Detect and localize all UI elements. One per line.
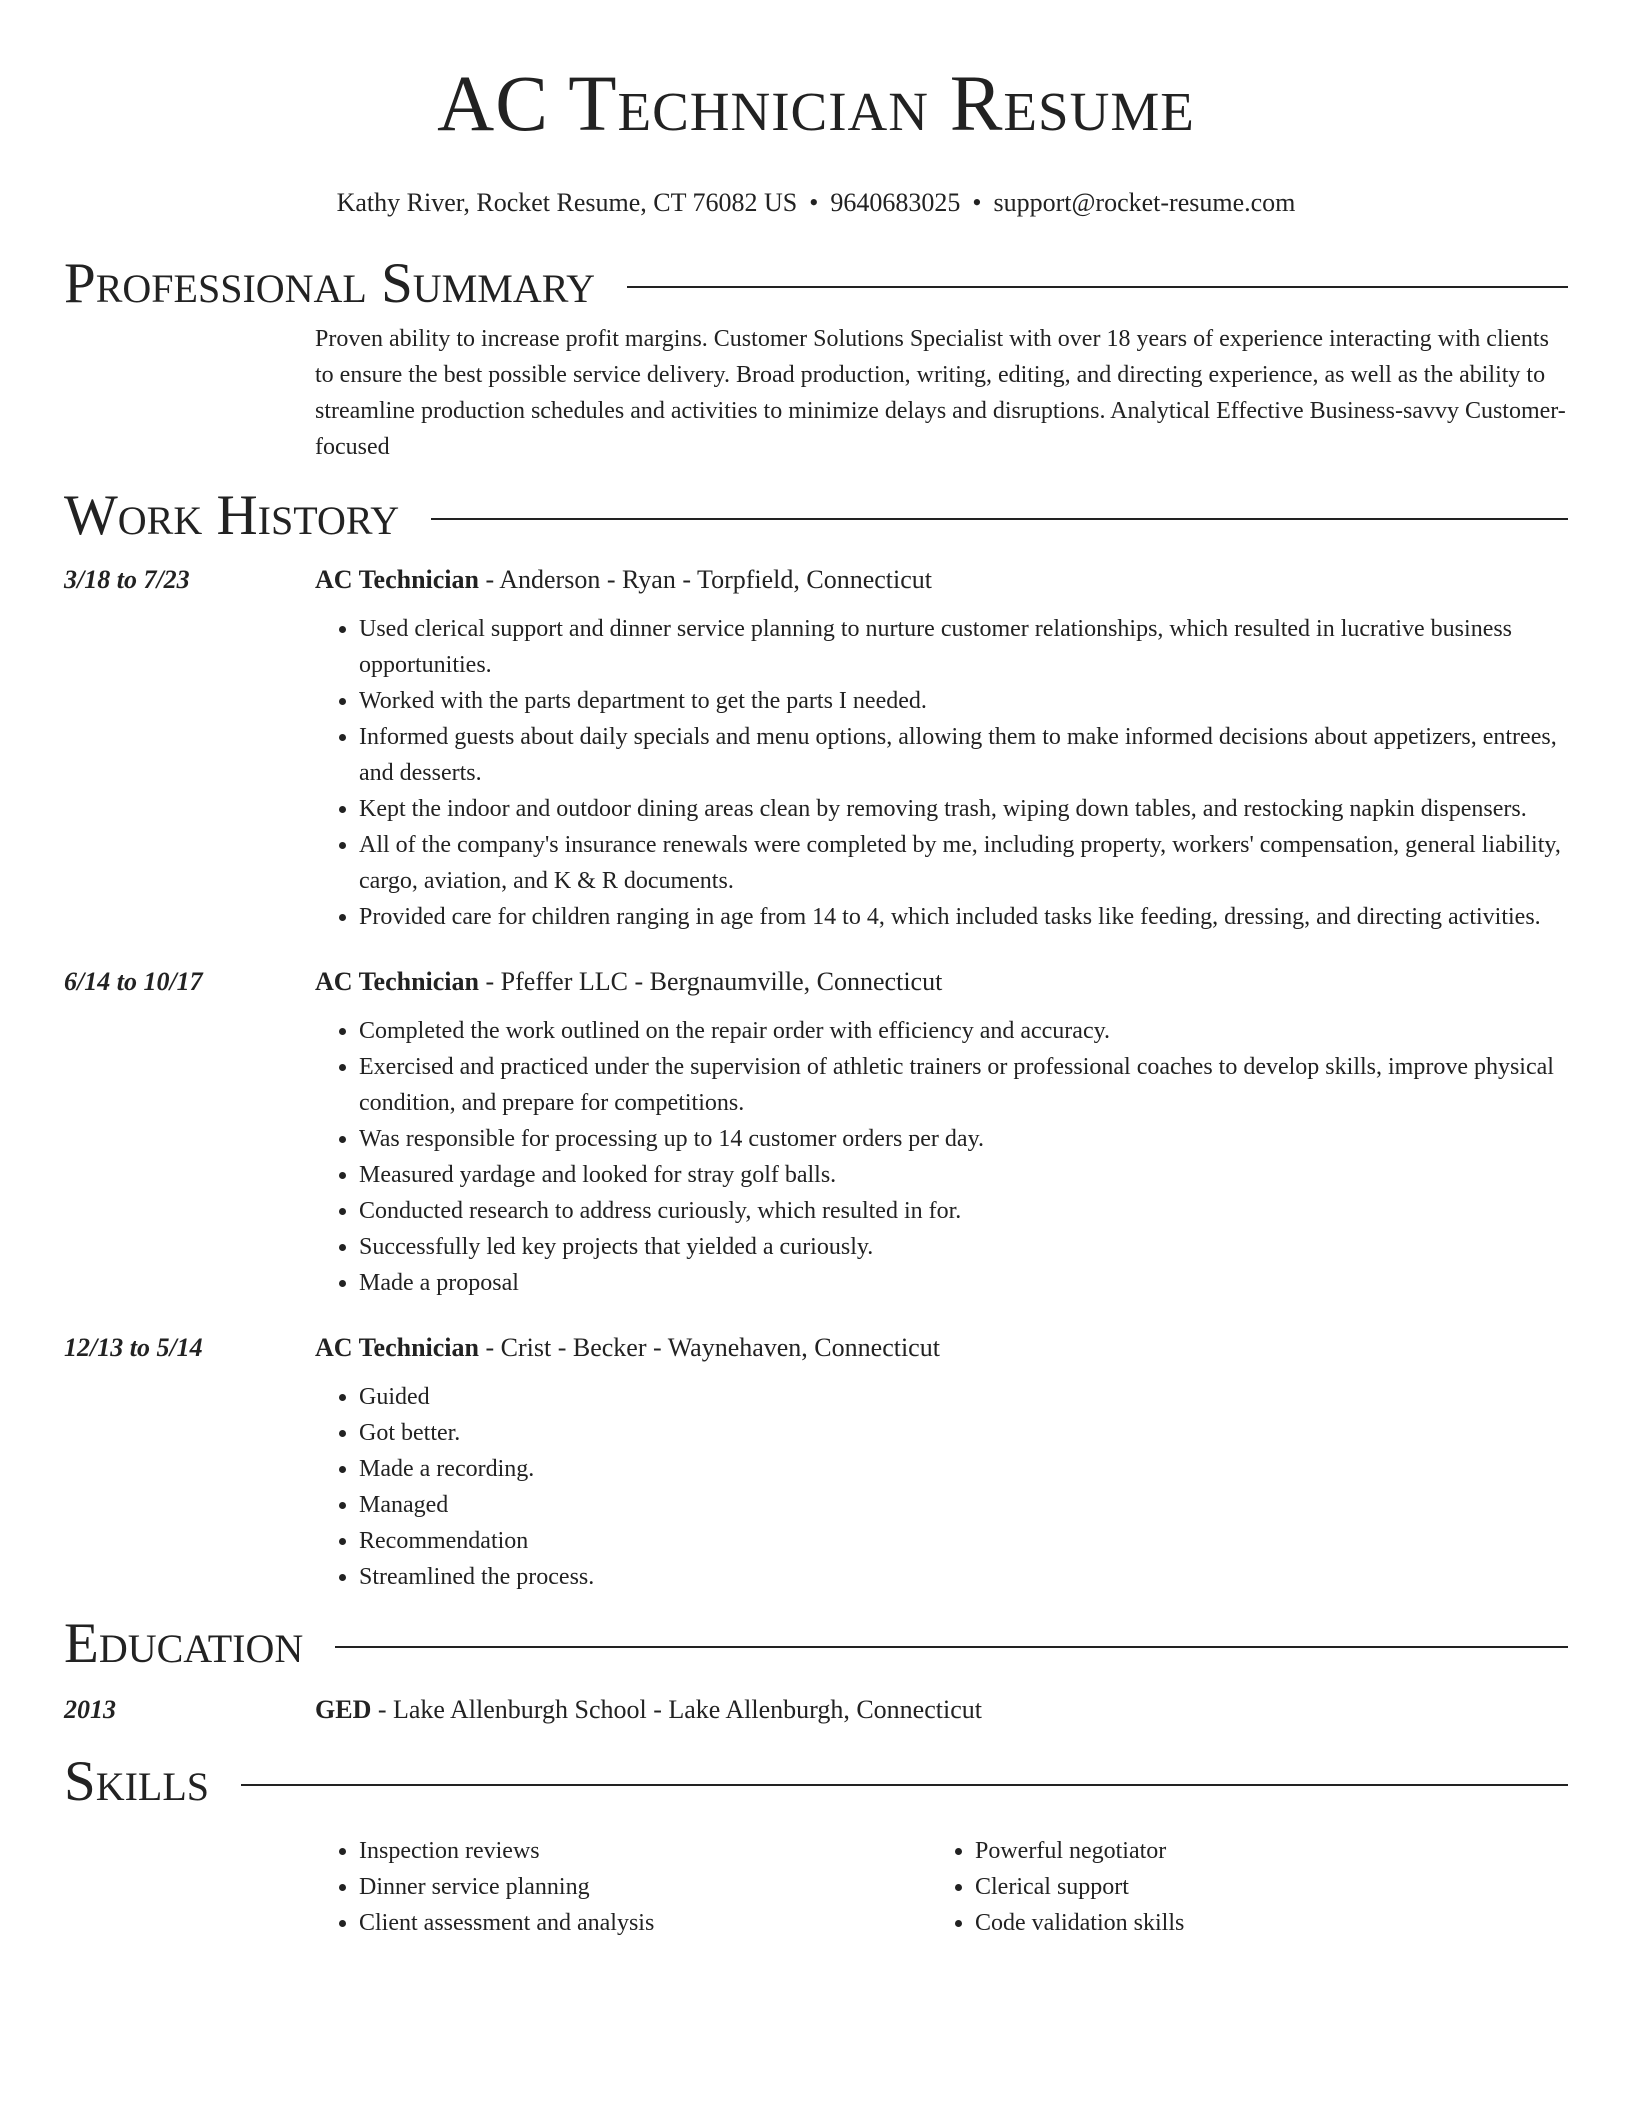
skills-grid bbox=[315, 1833, 1568, 1941]
work-section-header bbox=[64, 483, 1568, 549]
skill-item: • Code validation skills bbox=[975, 1905, 1547, 1941]
job-bullet: • Completed the work outlined on the repair order with efficiency and accuracy. bbox=[359, 1013, 1568, 1049]
skills-list-right bbox=[931, 1833, 1547, 1941]
section-rule bbox=[431, 518, 1568, 520]
skill-item: • Clerical support bbox=[975, 1869, 1547, 1905]
section-rule bbox=[335, 1646, 1568, 1648]
job-employer: - Anderson - Ryan - Torpfield, Connecticut bbox=[479, 565, 933, 594]
education-heading: Education bbox=[64, 1612, 304, 1675]
skills-section-header bbox=[64, 1749, 1568, 1815]
contact-email: support@rocket-resume.com bbox=[993, 188, 1296, 217]
skills-list-left bbox=[315, 1833, 931, 1941]
job-bullet: • Provided care for children ranging in age from 14 to 4, which included tasks like feeding, dressing, and directing activities. bbox=[359, 899, 1568, 935]
job-bullets bbox=[315, 1013, 1568, 1301]
summary-heading: Professional Summary bbox=[64, 252, 596, 315]
job-bullet: • Was responsible for processing up to 14 customer orders per day. bbox=[359, 1121, 1568, 1157]
skills-row bbox=[64, 1833, 1568, 1941]
summary-text: Proven ability to increase profit margins. Customer Solutions Specialist with over 18 years of experience interacting with clients to ensure the best possible service delivery. Broad production, writing, editing, and directing experience, as well as the ability to streamline production schedules and activities to minimize delays and disruptions. Analytical Effective Business-savvy Customer-focused bbox=[315, 326, 1566, 460]
skill-item: • Inspection reviews bbox=[359, 1833, 931, 1869]
skills-spacer bbox=[64, 1833, 315, 1941]
contact-line bbox=[64, 187, 1568, 219]
job-title: AC Technician bbox=[315, 967, 479, 996]
job-bullet: • Got better. bbox=[359, 1415, 1568, 1451]
summary-section-header bbox=[64, 251, 1568, 317]
job-bullet: • Made a proposal bbox=[359, 1265, 1568, 1301]
contact-phone: 9640683025 bbox=[830, 188, 961, 217]
education-entry bbox=[64, 1693, 1568, 1727]
job-bullet: • All of the company's insurance renewals were completed by me, including property, workers' compensation, general liability, cargo, aviation, and K & R documents. bbox=[359, 827, 1568, 899]
job-bullet: • Conducted research to address curiously, which resulted in for. bbox=[359, 1193, 1568, 1229]
work-heading: Work History bbox=[64, 484, 400, 547]
job-bullet: • Used clerical support and dinner service planning to nurture customer relationships, which resulted in lucrative business opportunities. bbox=[359, 611, 1568, 683]
job-bullet: • Successfully led key projects that yielded a curiously. bbox=[359, 1229, 1568, 1265]
job-heading bbox=[315, 1331, 1568, 1365]
job-entry bbox=[64, 965, 1568, 1301]
job-title: AC Technician bbox=[315, 1333, 479, 1362]
job-entry bbox=[64, 1331, 1568, 1595]
section-rule bbox=[627, 286, 1568, 288]
job-bullets bbox=[315, 1379, 1568, 1595]
contact-separator: • bbox=[972, 188, 982, 217]
job-bullet: • Informed guests about daily specials and menu options, allowing them to make informed decisions about appetizers, entrees, and desserts. bbox=[359, 719, 1568, 791]
job-bullets bbox=[315, 611, 1568, 935]
education-degree: GED bbox=[315, 1695, 372, 1724]
skills-heading: Skills bbox=[64, 1750, 210, 1813]
contact-address: Kathy River, Rocket Resume, CT 76082 US bbox=[336, 188, 798, 217]
skill-item: • Client assessment and analysis bbox=[359, 1905, 931, 1941]
job-bullet: • Kept the indoor and outdoor dining areas clean by removing trash, wiping down tables, and restocking napkin dispensers. bbox=[359, 791, 1568, 827]
education-section-header bbox=[64, 1611, 1568, 1677]
job-employer: - Pfeffer LLC - Bergnaumville, Connecticut bbox=[479, 967, 943, 996]
job-dates: 12/13 to 5/14 bbox=[64, 1333, 203, 1362]
contact-separator: • bbox=[809, 188, 819, 217]
skill-item: • Powerful negotiator bbox=[975, 1833, 1547, 1869]
section-rule bbox=[241, 1784, 1568, 1786]
summary-row bbox=[64, 321, 1568, 465]
job-heading bbox=[315, 563, 1568, 597]
job-bullet: • Managed bbox=[359, 1487, 1568, 1523]
job-dates: 3/18 to 7/23 bbox=[64, 565, 190, 594]
job-entry bbox=[64, 563, 1568, 935]
job-bullet: • Measured yardage and looked for stray golf balls. bbox=[359, 1157, 1568, 1193]
job-bullet: • Streamlined the process. bbox=[359, 1559, 1568, 1595]
skill-item: • Dinner service planning bbox=[359, 1869, 931, 1905]
job-title: AC Technician bbox=[315, 565, 479, 594]
education-heading-line bbox=[315, 1693, 1568, 1727]
education-school: - Lake Allenburgh School - Lake Allenburgh, Connecticut bbox=[371, 1695, 982, 1724]
job-bullet: • Guided bbox=[359, 1379, 1568, 1415]
job-dates: 6/14 to 10/17 bbox=[64, 967, 203, 996]
job-bullet: • Recommendation bbox=[359, 1523, 1568, 1559]
job-bullet: • Made a recording. bbox=[359, 1451, 1568, 1487]
job-bullet: • Exercised and practiced under the supervision of athletic trainers or professional coaches to develop skills, improve physical condition, and prepare for competitions. bbox=[359, 1049, 1568, 1121]
job-employer: - Crist - Becker - Waynehaven, Connecticut bbox=[479, 1333, 940, 1362]
job-heading bbox=[315, 965, 1568, 999]
page-title: AC Technician Resume bbox=[437, 61, 1195, 148]
education-year: 2013 bbox=[64, 1695, 116, 1724]
summary-spacer bbox=[64, 321, 315, 465]
job-bullet: • Worked with the parts department to get the parts I needed. bbox=[359, 683, 1568, 719]
